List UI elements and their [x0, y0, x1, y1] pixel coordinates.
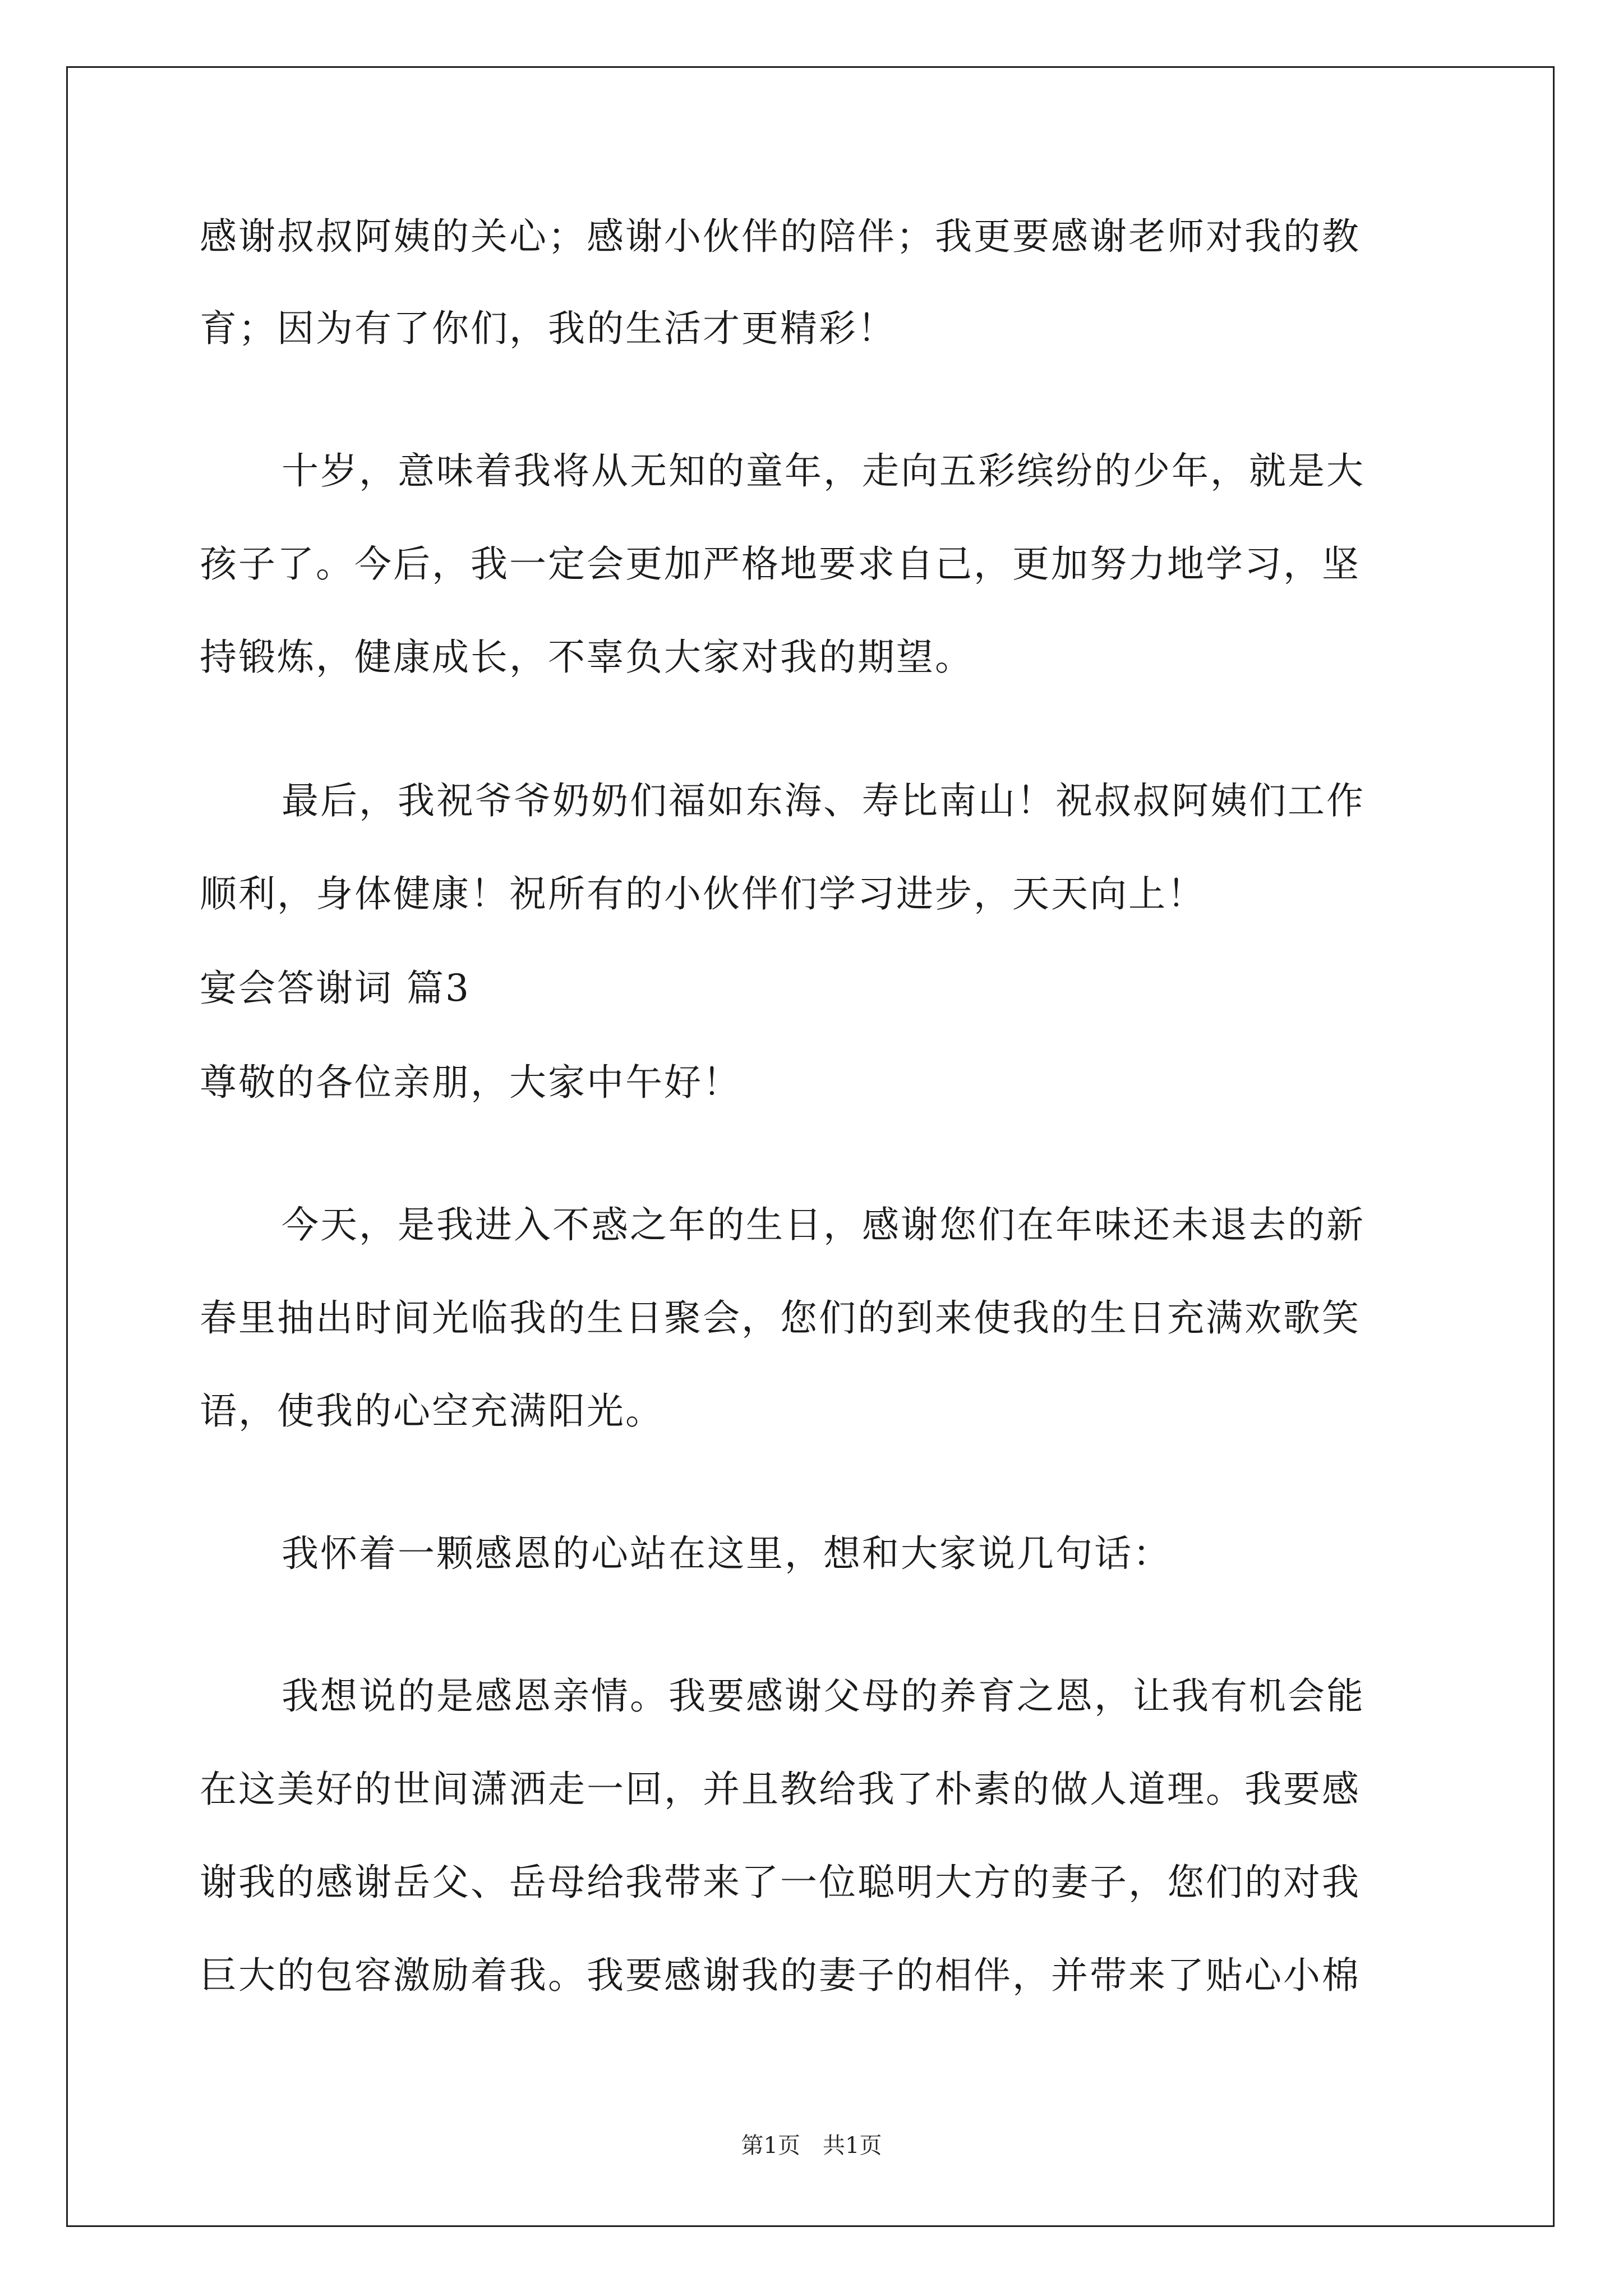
salutation: 尊敬的各位亲朋，大家中午好！ — [200, 1061, 741, 1104]
text-line: 顺利，身体健康！祝所有的小伙伴们学习进步，天天向上！ — [200, 872, 1206, 915]
text-line: 感谢叔叔阿姨的关心；感谢小伙伴的陪伴；我更要感谢老师对我的教 — [200, 215, 1361, 258]
text-line: 谢我的感谢岳父、岳母给我带来了一位聪明大方的妻子，您们的对我 — [200, 1861, 1361, 1904]
text-line: 孩子了。今后，我一定会更加严格地要求自己，更加努力地学习，坚 — [200, 542, 1361, 586]
text-line: 春里抽出时间光临我的生日聚会，您们的到来使我的生日充满欢歌笑 — [200, 1296, 1361, 1340]
text-line: 十岁，意味着我将从无知的童年，走向五彩缤纷的少年，就是大 — [282, 449, 1365, 493]
text-line: 我怀着一颗感恩的心站在这里，想和大家说几句话： — [282, 1532, 1172, 1575]
section-heading: 宴会答谢词 篇3 — [200, 967, 471, 1010]
text-line: 最后，我祝爷爷奶奶们福如东海、寿比南山！祝叔叔阿姨们工作 — [282, 779, 1365, 822]
text-line: 语，使我的心空充满阳光。 — [200, 1389, 664, 1433]
text-line: 我想说的是感恩亲情。我要感谢父母的养育之恩，让我有机会能 — [282, 1674, 1365, 1718]
text-line: 今天，是我进入不惑之年的生日，感谢您们在年味还未退去的新 — [282, 1203, 1365, 1246]
text-line: 持锻炼，健康成长，不辜负大家对我的期望。 — [200, 636, 974, 679]
text-line: 在这美好的世间潇洒走一回，并且教给我了朴素的做人道理。我要感 — [200, 1768, 1361, 1811]
page-footer — [0, 2132, 1623, 2160]
text-line: 巨大的包容激励着我。我要感谢我的妻子的相伴，并带来了贴心小棉 — [200, 1954, 1361, 1997]
text-line: 育；因为有了你们，我的生活才更精彩！ — [200, 307, 896, 350]
page-total: 共1页 — [823, 2133, 882, 2159]
page-number: 第1页 — [741, 2133, 800, 2159]
